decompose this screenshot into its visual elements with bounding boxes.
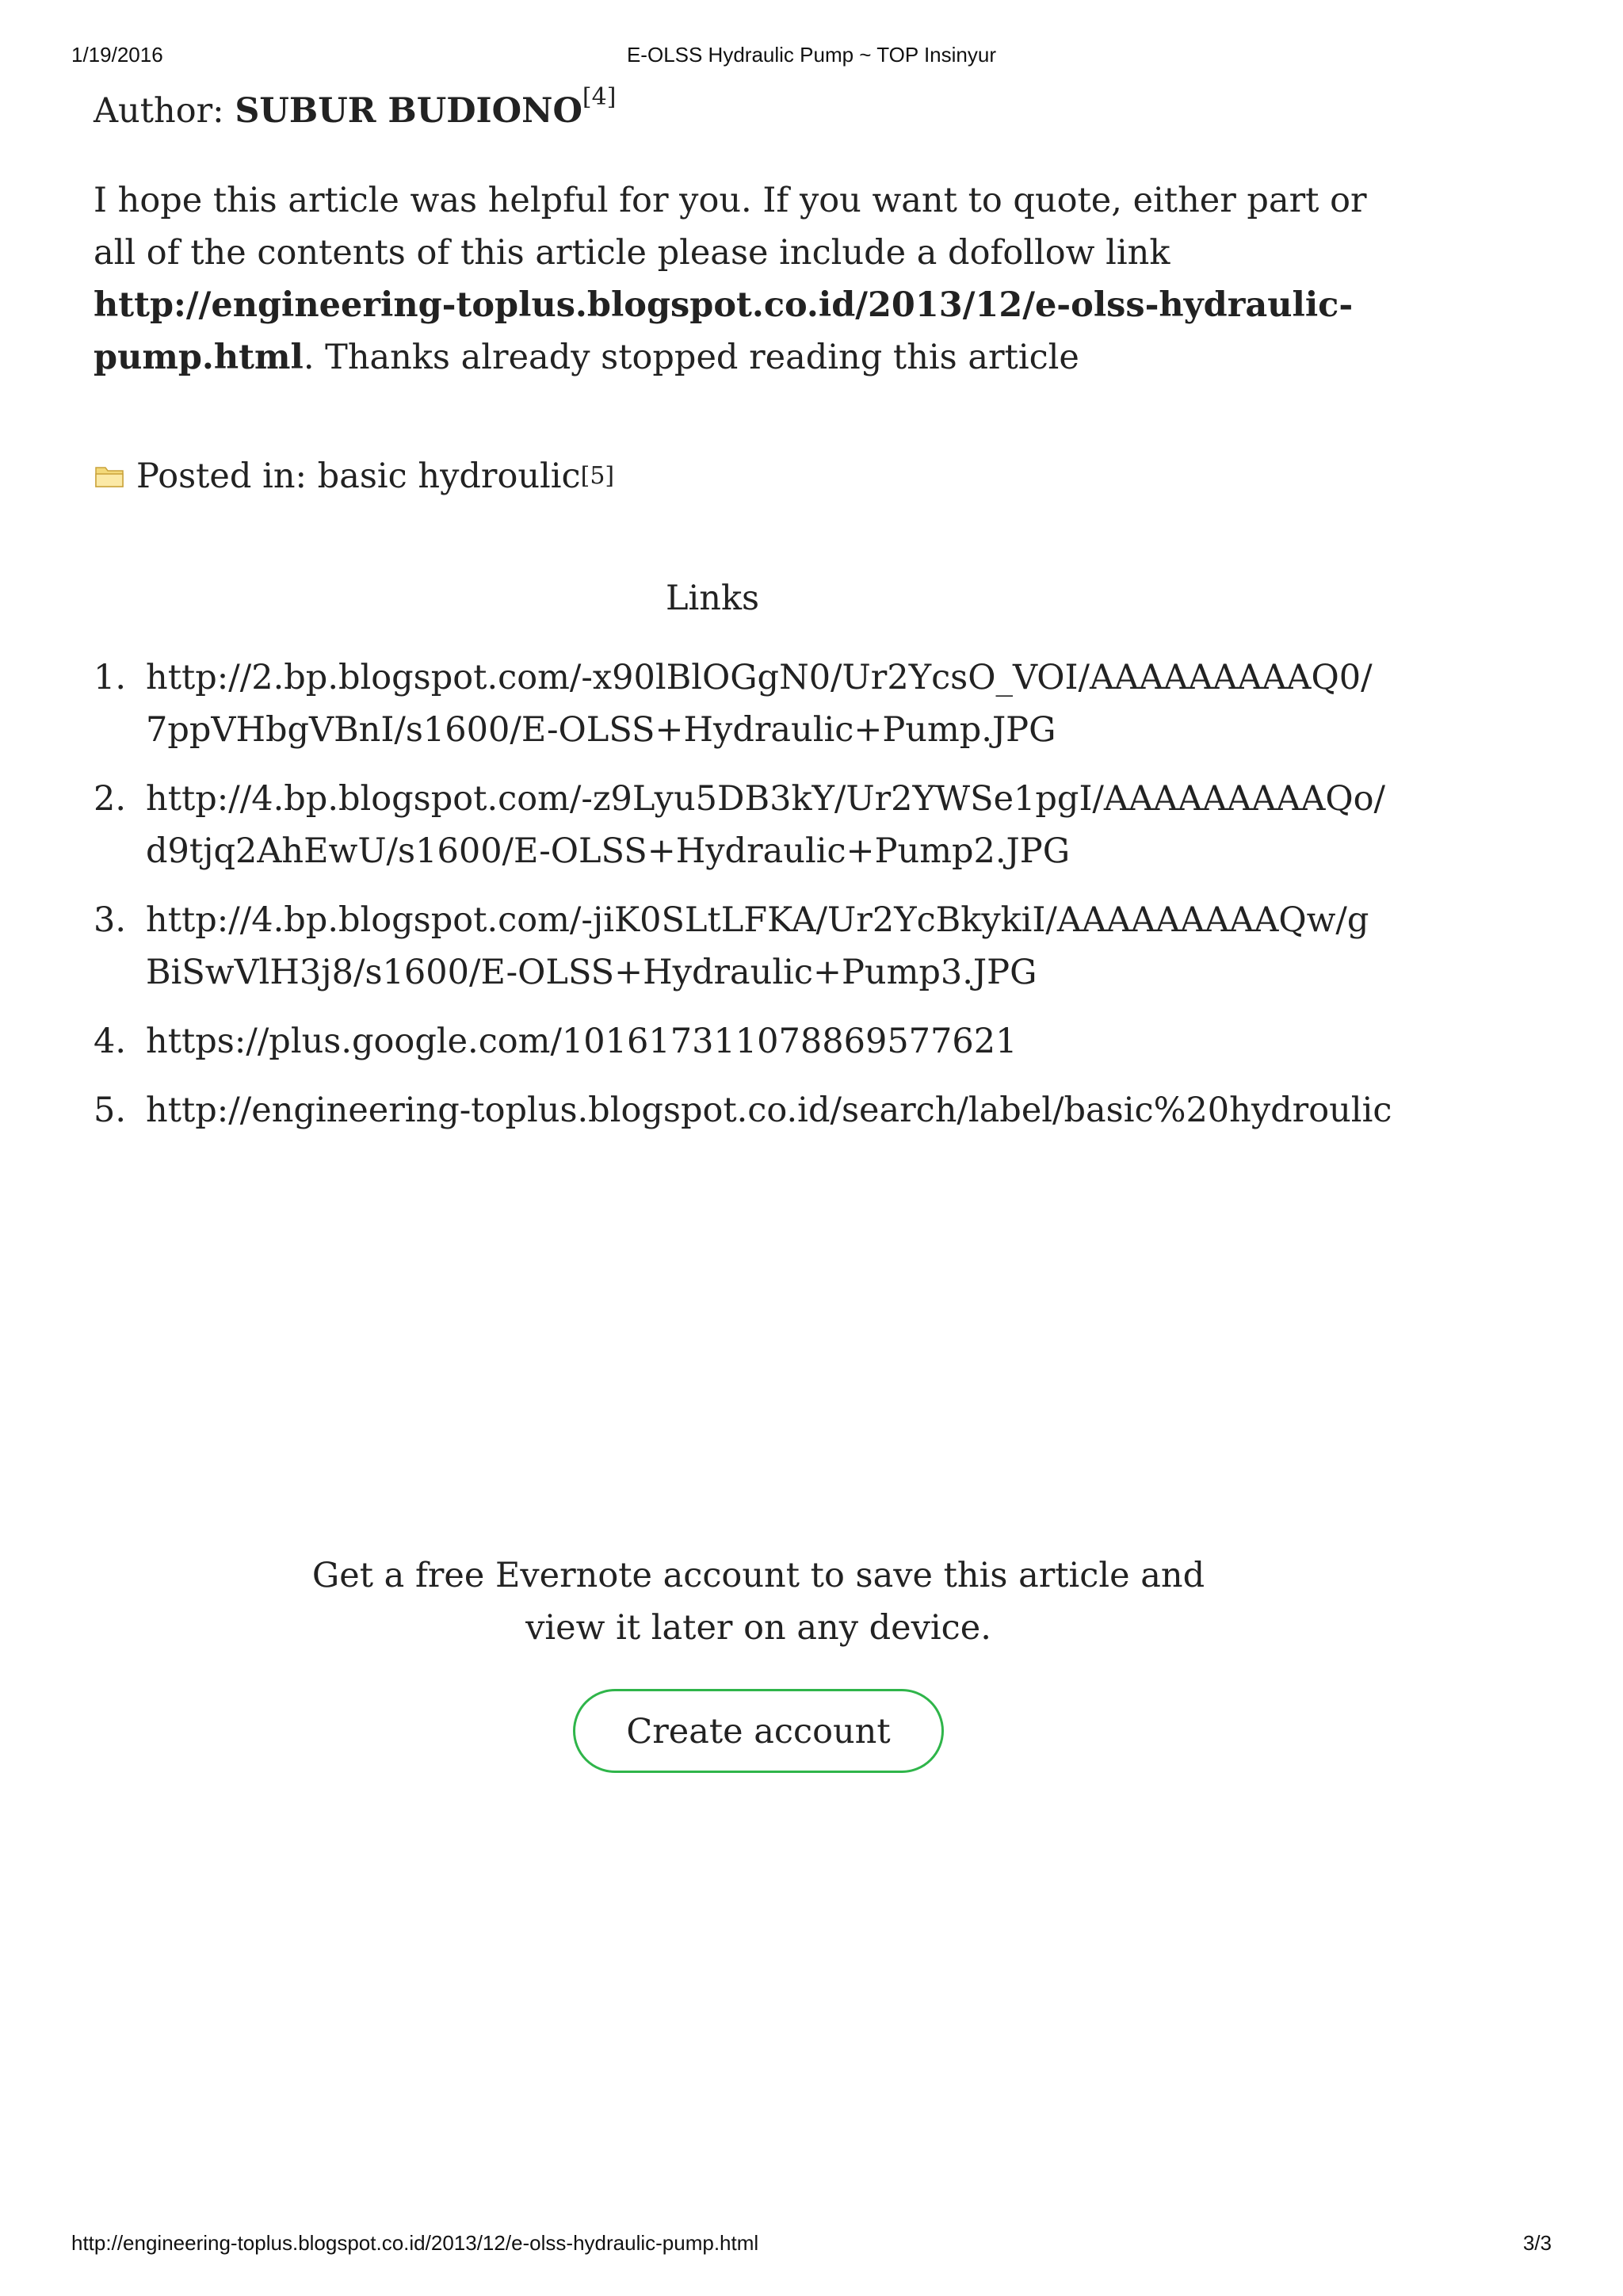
article-body (94, 79, 1393, 1153)
list-item (94, 1084, 1393, 1137)
print-title: E-OLSS Hydraulic Pump ~ TOP Insinyur (626, 43, 997, 67)
note-text-2: . Thanks already stopped reading this article (303, 338, 1079, 377)
author-label: Author: (94, 91, 235, 131)
list-item (94, 773, 1393, 877)
link-number: 5. (94, 1091, 127, 1130)
links-list (94, 651, 1393, 1137)
posted-in: Posted in: basic hydroulic [5] (94, 450, 1393, 502)
author-line (94, 79, 1393, 143)
link-url[interactable]: http://engineering-toplus.blogspot.co.id/search/label/basic%20hydroulic (146, 1091, 1392, 1130)
print-url: http://engineering-toplus.blogspot.co.id/2013/12/e-olss-hydraulic-pump.html (71, 2231, 759, 2255)
folder-icon (94, 460, 125, 492)
promo-line-2: view it later on any device. (525, 1608, 991, 1648)
list-item (94, 651, 1393, 756)
list-item (94, 894, 1393, 999)
page-number: 3/3 (1522, 2231, 1552, 2255)
author-ref[interactable]: [4] (582, 83, 617, 111)
author-name: SUBUR BUDIONO (235, 91, 582, 131)
print-footer (71, 2231, 1552, 2260)
link-number: 3. (94, 900, 127, 940)
posted-label[interactable]: Posted in: basic hydroulic (136, 457, 581, 496)
note-text-1: I hope this article was helpful for you. If you want to quote, either part or all of the contents of this article please include a dofollow link (94, 181, 1367, 273)
promo-line-1: Get a free Evernote account to save this article and (311, 1556, 1205, 1595)
note-link[interactable]: http://engineering-toplus.blogspot.co.id/2013/12/e-olss-hydraulic-pump.html (94, 285, 1354, 377)
links-heading: Links (665, 579, 760, 618)
link-number: 4. (94, 1022, 127, 1061)
link-url[interactable]: http://4.bp.blogspot.com/-jiK0SLtLFKA/Ur2YcBkykiI/AAAAAAAAAQw/gBiSwVlH3j8/s1600/E-OLSS+Hydraulic+Pump3.JPG (146, 900, 1369, 992)
link-url[interactable]: http://4.bp.blogspot.com/-z9Lyu5DB3kY/Ur2YWSe1pgI/AAAAAAAAAQo/d9tjq2AhEwU/s1600/E-OLSS+Hydraulic+Pump2.JPG (146, 779, 1386, 871)
print-date: 1/19/2016 (71, 43, 163, 67)
evernote-promo (0, 1549, 1517, 1773)
article-note (94, 174, 1393, 384)
create-account-button[interactable]: Create account (573, 1689, 944, 1773)
link-number: 1. (94, 658, 127, 697)
link-number: 2. (94, 779, 127, 819)
link-url[interactable]: https://plus.google.com/101617311078869577621 (146, 1022, 1018, 1061)
link-url[interactable]: http://2.bp.blogspot.com/-x90lBlOGgN0/Ur2YcsO_VOI/AAAAAAAAAQ0/7ppVHbgVBnI/s1600/E-OLSS+Hydraulic+Pump.JPG (146, 658, 1373, 750)
print-header (71, 43, 1552, 71)
list-item (94, 1015, 1393, 1068)
